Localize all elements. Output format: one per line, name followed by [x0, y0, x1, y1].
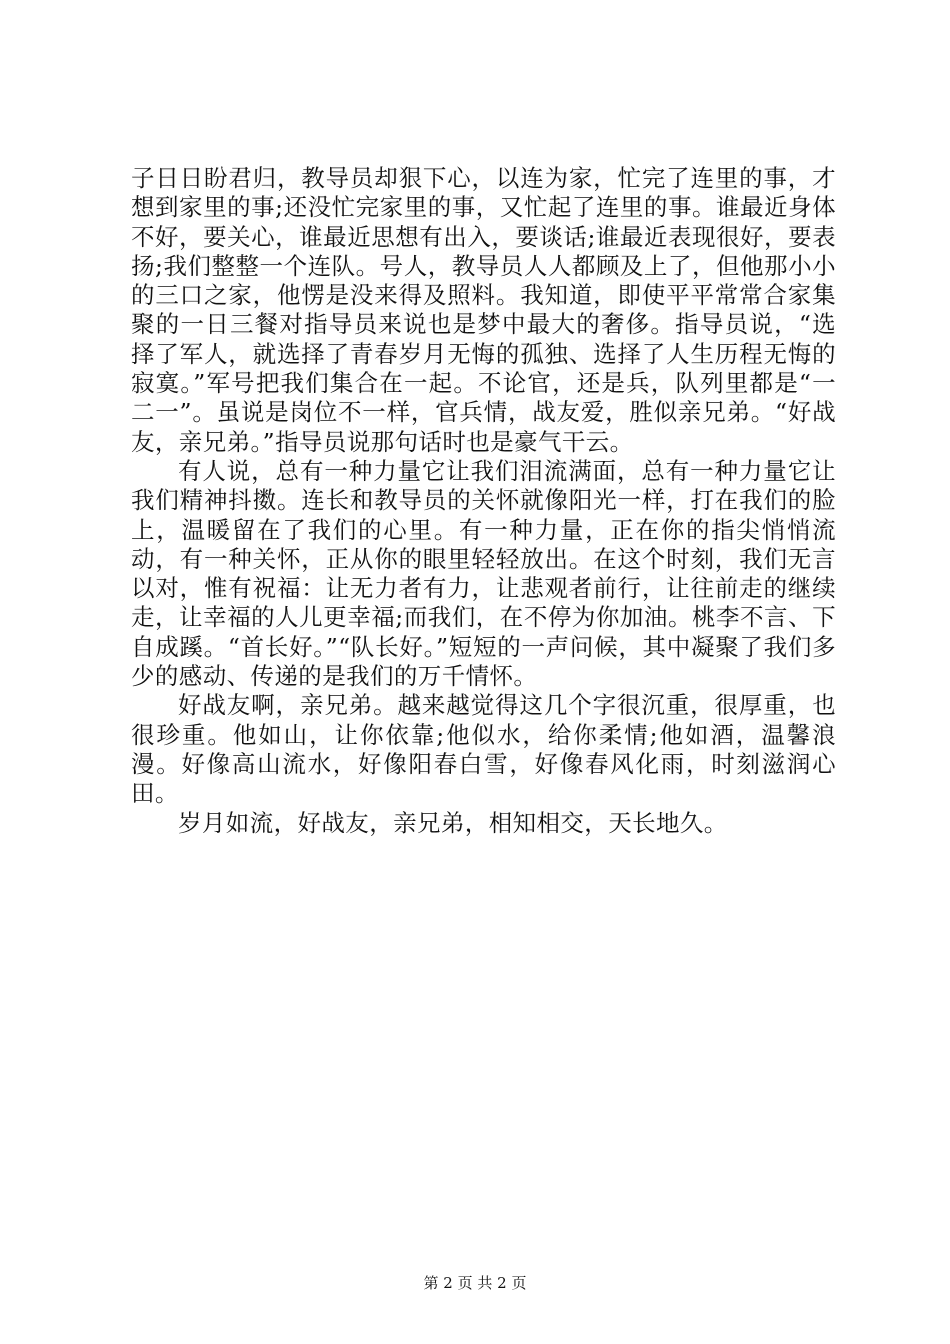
paragraph-3: 好战友啊，亲兄弟。越来越觉得这几个字很沉重，很厚重，也很珍重。他如山，让你依靠;他似水，给你柔情;他如酒，温馨浪漫。好像高山流水，好像阳春白雪，好像春风化雨，时刻滋润心田。 — [131, 691, 836, 808]
document-body — [131, 164, 836, 838]
paragraph-2: 有人说，总有一种力量它让我们泪流满面，总有一种力量它让我们精神抖擞。连长和教导员的关怀就像阳光一样，打在我们的脸上，温暖留在了我们的心里。有一种力量，正在你的指尖悄悄流动，有一种关怀，正从你的眼里轻轻放出。在这个时刻，我们无言以对，惟有祝福：让无力者有力，让悲观者前行，让往前走的继续走，让幸福的人儿更幸福;而我们，在不停为你加油。桃李不言、下自成蹊。“首长好。”“队长好。”短短的一声问候，其中凝聚了我们多少的感动、传递的是我们的万千情怀。 — [131, 456, 836, 691]
page-number-footer: 第 2 页 共 2 页 — [423, 1274, 527, 1292]
paragraph-4: 岁月如流，好战友，亲兄弟，相知相交，天长地久。 — [178, 808, 728, 837]
paragraph-1: 子日日盼君归，教导员却狠下心，以连为家，忙完了连里的事，才想到家里的事;还没忙完家里的事，又忙起了连里的事。谁最近身体不好，要关心，谁最近思想有出入，要谈话;谁最近表现很好，要表扬;我们整整一个连队。号人，教导员人人都顾及上了，但他那小小的三口之家，他愣是没来得及照料。我知道，即使平平常常合家集聚的一日三餐对指导员来说也是梦中最大的奢侈。指导员说，“选择了军人，就选择了青春岁月无悔的孤独、选择了人生历程无悔的寂寞。”军号把我们集合在一起。不论官，还是兵，队列里都是“一二一”。虽说是岗位不一样，官兵情，战友爱，胜似亲兄弟。“好战友，亲兄弟。”指导员说那句话时也是豪气干云。 — [131, 164, 836, 456]
